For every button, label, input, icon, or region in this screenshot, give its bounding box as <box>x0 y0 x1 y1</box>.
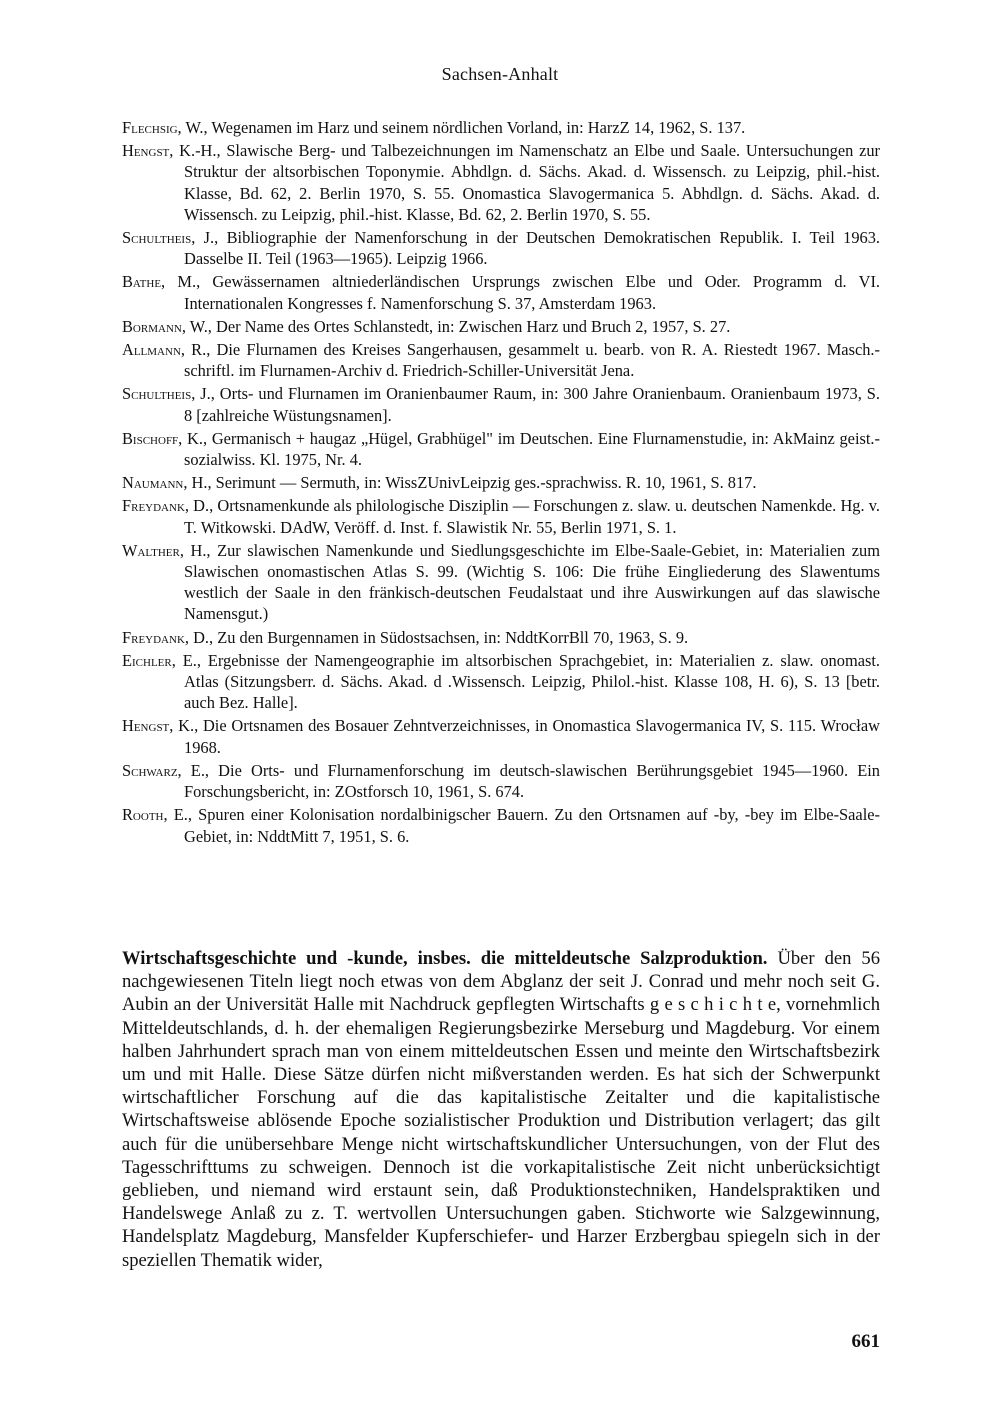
entry-author: Eichler, E. <box>122 650 197 670</box>
entry-author: Bormann, W. <box>122 316 208 336</box>
entry-text: , Zu den Burgennamen in Südostsachsen, in: NddtKorrBll 70, 1963, S. 9. <box>209 627 689 647</box>
bibliography-entry <box>122 495 880 537</box>
bibliography-entry <box>122 760 880 802</box>
bibliography-entry <box>122 227 880 269</box>
entry-author: Flechsig, W. <box>122 118 204 137</box>
entry-text: , Die Flurnamen des Kreises Sangerhausen, gesammelt u. bearb. von R. A. Riestedt 1967. Masch.-schriftl. im Flurnamen-Archiv d. Friedrich-Schiller-Universität Jena. <box>184 340 880 381</box>
entry-text: , Wegenamen im Harz und seinem nördlichen Vorland, in: HarzZ 14, 1962, S. 137. <box>203 118 746 137</box>
bibliography-entry <box>122 650 880 714</box>
entry-author: Walther, H. <box>122 540 207 560</box>
bibliography-entry <box>122 627 880 648</box>
entry-text: , Serimunt — Sermuth, in: WissZUnivLeipzig ges.-sprachwiss. R. 10, 1961, S. 817. <box>207 473 757 493</box>
entry-author: Bischoff, K. <box>122 428 203 448</box>
entry-text: , Bibliographie der Namenforschung in der Deutschen Demokratischen Republik. I. Teil 1963. Dasselbe II. Teil (1963—1965). Leipzig 1966. <box>184 228 880 269</box>
page-number: 661 <box>851 1331 880 1352</box>
entry-author: Schwarz, E. <box>122 760 205 780</box>
bibliography-entry <box>122 140 880 225</box>
entry-author: Schultheis, J. <box>122 384 211 404</box>
entry-author: Allmann, R. <box>122 340 207 360</box>
entry-text: , Die Orts- und Flurnamenforschung im deutsch-slawischen Berührungsgebiet 1945—1960. Ein Forschungsbericht, in: ZOstforsch 10, 1961, S. 674. <box>184 760 880 802</box>
entry-author: Hengst, K. <box>122 716 195 736</box>
entry-text: , Die Ortsnamen des Bosauer Zehntverzeichnisses, in Onomastica Slavogermanica IV, S. 115. Wrocław 1968. <box>184 716 880 757</box>
entry-text: , Slawische Berg- und Talbezeichnungen im Namenschatz an Elbe und Saale. Untersuchungen zur Struktur der altsorbischen Toponymie. Abhdlgn. d. Sächs. Akad. d. Wissensch. zu Leipzig, phil.-hist. Klasse, Bd. 62, 2. Berlin 1970, S. 55. Onomastica Slavogermanica 5. Abhdlgn. d. Sächs. Akad. d. Wissensch. zu Leipzig, phil.-hist. Klasse, Bd. 62, 2. Berlin 1970, S. 55. <box>184 141 880 224</box>
bibliography-entry <box>122 339 880 381</box>
entry-text: , Orts- und Flurnamen im Oranienbaumer Raum, in: 300 Jahre Oranienbaum. Oranienbaum 1973, S. 8 [zahlreiche Wüstungsnamen]. <box>184 384 880 425</box>
entry-author: Naumann, H. <box>122 473 208 493</box>
bibliography-entry <box>122 715 880 757</box>
bibliography-list <box>122 117 880 849</box>
entry-author: Schultheis, J. <box>122 228 215 248</box>
bibliography-entry <box>122 117 880 138</box>
entry-text: , Spuren einer Kolonisation nordalbinigscher Bauern. Zu den Ortsnamen auf -by, -bey im Elbe-Saale-Gebiet, in: NddtMitt 7, 1951, S. 6. <box>184 805 880 846</box>
bibliography-entry <box>122 316 880 337</box>
section-paragraph <box>122 947 880 1272</box>
bibliography-entry <box>122 271 880 313</box>
running-head: Sachsen-Anhalt <box>441 64 559 84</box>
bibliography-entry <box>122 472 880 493</box>
entry-author: Rooth, E. <box>122 805 188 825</box>
bibliography-entry <box>122 383 880 425</box>
entry-text: , Gewässernamen altniederländischen Ursprungs zwischen Elbe und Oder. Programm d. VI. Internationalen Kongresses f. Namenforschung S. 37, Amsterdam 1963. <box>184 272 881 313</box>
section-heading: Wirtschaftsgeschichte und -kunde, insbes. die mitteldeutsche Salzproduktion. <box>122 948 768 969</box>
entry-text: , Germanisch + haugaz „Hügel, Grabhügel" im Deutschen. Eine Flurnamenstudie, in: AkMainz geist.-sozialwiss. Kl. 1975, Nr. 4. <box>184 428 880 470</box>
entry-author: Freydank, D. <box>122 627 210 647</box>
entry-text: , Zur slawischen Namenkunde und Siedlungsgeschichte im Elbe-Saale-Gebiet, in: Materialien zum Slawischen onomastischen Atlas S. 99. (Wichtig S. 106: Die frühe Eingliederung des Slawentums westlich der Saale in den fränkisch-deutschen Feudalstaat und ihre Auswirkungen auf das slawische Namensgut.) <box>184 540 880 624</box>
entry-text: , Ergebnisse der Namengeographie im altsorbischen Sprachgebiet, in: Materialien z. slaw. onomast. Atlas (Sitzungsberr. d. Sächs. Akad. d .Wissensch. Leipzig, Philol.-hist. Klasse 108, H. 6), S. 13 [betr. auch Bez. Halle]. <box>184 650 881 713</box>
entry-author: Freydank, D. <box>122 496 210 516</box>
entry-author: Hengst, K.-H. <box>122 141 217 161</box>
bibliography-entry <box>122 428 880 470</box>
bibliography-entry <box>122 540 880 625</box>
entry-text: , Ortsnamenkunde als philologische Disziplin — Forschungen z. slaw. u. deutschen Namenkde. Hg. v. T. Witkowski. DAdW, Veröff. d. Inst. f. Slawistik Nr. 55, Berlin 1971, S. 1. <box>184 496 880 537</box>
entry-author: Bathe, M. <box>122 272 197 292</box>
entry-text: , Der Name des Ortes Schlanstedt, in: Zwischen Harz und Bruch 2, 1957, S. 27. <box>207 316 731 336</box>
section-body: Über den 56 nachgewiesenen Titeln liegt noch etwas von dem Abglanz der seit J. Conrad und mehr noch seit G. Aubin an der Universität Halle mit Nachdruck gepflegten Wirtschafts g e s c h i c h t e, vornehmlich Mitteldeutschlands, d. h. der ehemaligen Regierungsbezirke Merseburg und Magdeburg. Vor einem halben Jahrhundert sprach man von einem mitteldeutschen Essen und meinte den Wirtschaftsbezirk um und mit Halle. Diese Sätze dürfen nicht mißverstanden werden. Es hat sich der Schwerpunkt wirtschaftlicher Forschung auf die das kapitalistische Zeitalter und die kapitalistische Wirtschaftsweise ablösende Epoche sozialistischer Produktion und Distribution verlagert; das gilt auch für die unübersehbare Menge nicht wirtschaftskundlicher Untersuchungen, von der Flut des Tagesschrifttums zu schweigen. Dennoch ist die vorkapitalistische Zeit nicht unberücksichtigt geblieben, und niemand wird erstaunt sein, daß Produktionstechniken, Handelspraktiken und Handelswege Anlaß zu z. T. wertvollen Untersuchungen gaben. Stichworte wie Salzgewinnung, Handelsplatz Magdeburg, Mansfelder Kupferschiefer- und Harzer Erzbergbau spiegeln sich in der speziellen Thematik wider, <box>122 948 880 1271</box>
bibliography-entry <box>122 804 880 846</box>
